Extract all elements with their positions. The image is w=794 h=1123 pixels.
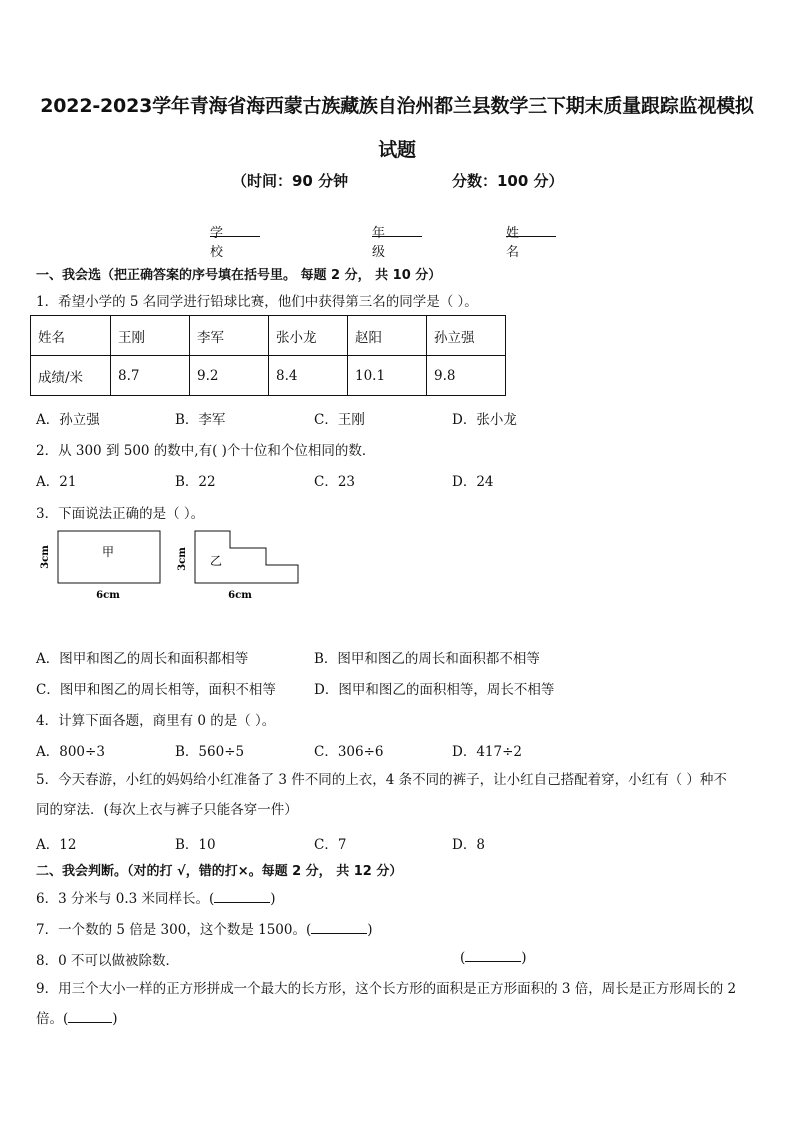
q4-option-d[interactable]: D．417÷2 (452, 744, 522, 760)
q9-line-2-text: 倍。( (36, 1011, 69, 1027)
table-cell: 赵阳 (348, 316, 427, 356)
table-cell: 8.7 (111, 356, 190, 396)
q5-option-c[interactable]: C．7 (314, 837, 347, 853)
height-label-a: 3cm (40, 545, 51, 569)
school-blank[interactable] (210, 222, 260, 237)
table-cell: 9.8 (427, 356, 506, 396)
q3-option-c[interactable]: C．图甲和图乙的周长相等，面积不相等 (36, 682, 276, 698)
table-row (31, 316, 506, 356)
q7-text: 7．一个数的 5 倍是 300，这个数是 1500。( (36, 922, 312, 938)
q6 (36, 887, 276, 907)
q7 (36, 918, 373, 938)
q8 (36, 949, 179, 969)
q2-option-d[interactable]: D．24 (452, 474, 494, 490)
height-label-b: 3cm (177, 547, 188, 571)
table-cell: 10.1 (348, 356, 427, 396)
q6-close: ) (270, 891, 276, 907)
table-row (31, 356, 506, 396)
exam-title (30, 84, 764, 172)
q3-figure (30, 525, 320, 605)
table-cell: 姓名 (31, 316, 111, 356)
q3-option-b[interactable]: B．图甲和图乙的周长和面积都不相等 (314, 651, 540, 667)
q9-line-1: 9．用三个大小一样的正方形拼成一个最大的长方形，这个长方形的面积是正方形面积的 3 倍，周长是正方形周长的 2 (36, 981, 737, 997)
q5-option-b[interactable]: B．10 (175, 837, 216, 853)
q5-stem (36, 765, 758, 825)
q5-option-a[interactable]: A．12 (36, 837, 77, 853)
q6-answer-blank[interactable] (214, 890, 270, 903)
q3-option-a[interactable]: A．图甲和图乙的周长和面积都相等 (36, 651, 249, 667)
q2-stem: 2．从 300 到 500 的数中,有( )个十位和个位相同的数． (36, 443, 376, 459)
title-line-2: 试题 (378, 139, 416, 161)
table-cell: 李军 (190, 316, 269, 356)
q2-option-b[interactable]: B．22 (175, 474, 216, 490)
exam-score: 分数：100 分） (452, 172, 564, 190)
exam-meta (0, 170, 794, 192)
q1-option-b[interactable]: B．李军 (175, 412, 226, 428)
label-jia: 甲 (102, 545, 115, 559)
q1-score-table (30, 315, 506, 396)
q9 (36, 974, 758, 1034)
q4-option-b[interactable]: B．560÷5 (175, 744, 245, 760)
q8-answer-blank[interactable] (465, 949, 521, 962)
q9-close: ) (112, 1011, 118, 1027)
q9-answer-blank[interactable] (68, 1010, 112, 1023)
q5-stem-line-1: 5．今天春游，小红的妈妈给小红准备了 3 件不同的上衣，4 条不同的裤子，让小红自己搭配着穿，小红有（ ）种不 (36, 772, 727, 788)
title-line-1: 2022-2023学年青海省海西蒙古族藏族自治州都兰县数学三下期末质量跟踪监视模拟 (40, 95, 754, 117)
school-label: 学校 (210, 226, 224, 260)
q2-option-a[interactable]: A．21 (36, 474, 77, 490)
q1-option-a[interactable]: A．孙立强 (36, 412, 100, 428)
q5-option-d[interactable]: D．8 (452, 837, 485, 853)
q1-option-d[interactable]: D．张小龙 (452, 412, 517, 428)
section-1-heading: 一、我会选（把正确答案的序号填在括号里。 每题 2 分， 共 10 分） (36, 268, 442, 283)
table-cell: 成绩/米 (31, 356, 111, 396)
q5-stem-line-2: 同的穿法．(每次上衣与裤子只能各穿一件） (36, 802, 298, 818)
q1-stem: 1．希望小学的 5 名同学进行铅球比赛，他们中获得第三名的同学是（ ）。 (36, 294, 478, 310)
q4-option-a[interactable]: A．800÷3 (36, 744, 105, 760)
q3-stem: 3．下面说法正确的是（ ）。 (36, 506, 205, 522)
table-cell: 王刚 (111, 316, 190, 356)
q3-option-d[interactable]: D．图甲和图乙的面积相等，周长不相等 (314, 682, 555, 698)
q1-option-c[interactable]: C．王刚 (314, 412, 365, 428)
q8-close: ) (521, 950, 527, 966)
section-2-heading: 二、我会判断。（对的打 √，错的打×。每题 2 分， 共 12 分） (36, 864, 403, 879)
q6-text: 6．3 分米与 0.3 米同样长。( (36, 891, 215, 907)
q9-line-2 (36, 1004, 758, 1034)
q7-close: ) (367, 922, 373, 938)
q8-text: 8．0 不可以做被除数． (36, 953, 179, 969)
q4-stem: 4．计算下面各题，商里有 0 的是（ ）。 (36, 713, 276, 729)
table-cell: 张小龙 (269, 316, 348, 356)
table-cell: 8.4 (269, 356, 348, 396)
name-label: 姓名 (506, 226, 520, 260)
q8-open: ( (460, 950, 466, 966)
grade-label: 年级 (372, 226, 386, 260)
table-cell: 孙立强 (427, 316, 506, 356)
q7-answer-blank[interactable] (311, 921, 367, 934)
grade-blank[interactable] (372, 222, 422, 237)
name-blank[interactable] (506, 222, 556, 237)
q8-answer (460, 949, 527, 966)
width-label-a: 6cm (96, 590, 120, 601)
width-label-b: 6cm (228, 590, 252, 601)
table-cell: 9.2 (190, 356, 269, 396)
q4-option-c[interactable]: C．306÷6 (314, 744, 384, 760)
label-yi: 乙 (210, 554, 223, 568)
student-info (0, 222, 794, 260)
q2-option-c[interactable]: C．23 (314, 474, 356, 490)
exam-time: （时间：90 分钟 (232, 172, 349, 190)
